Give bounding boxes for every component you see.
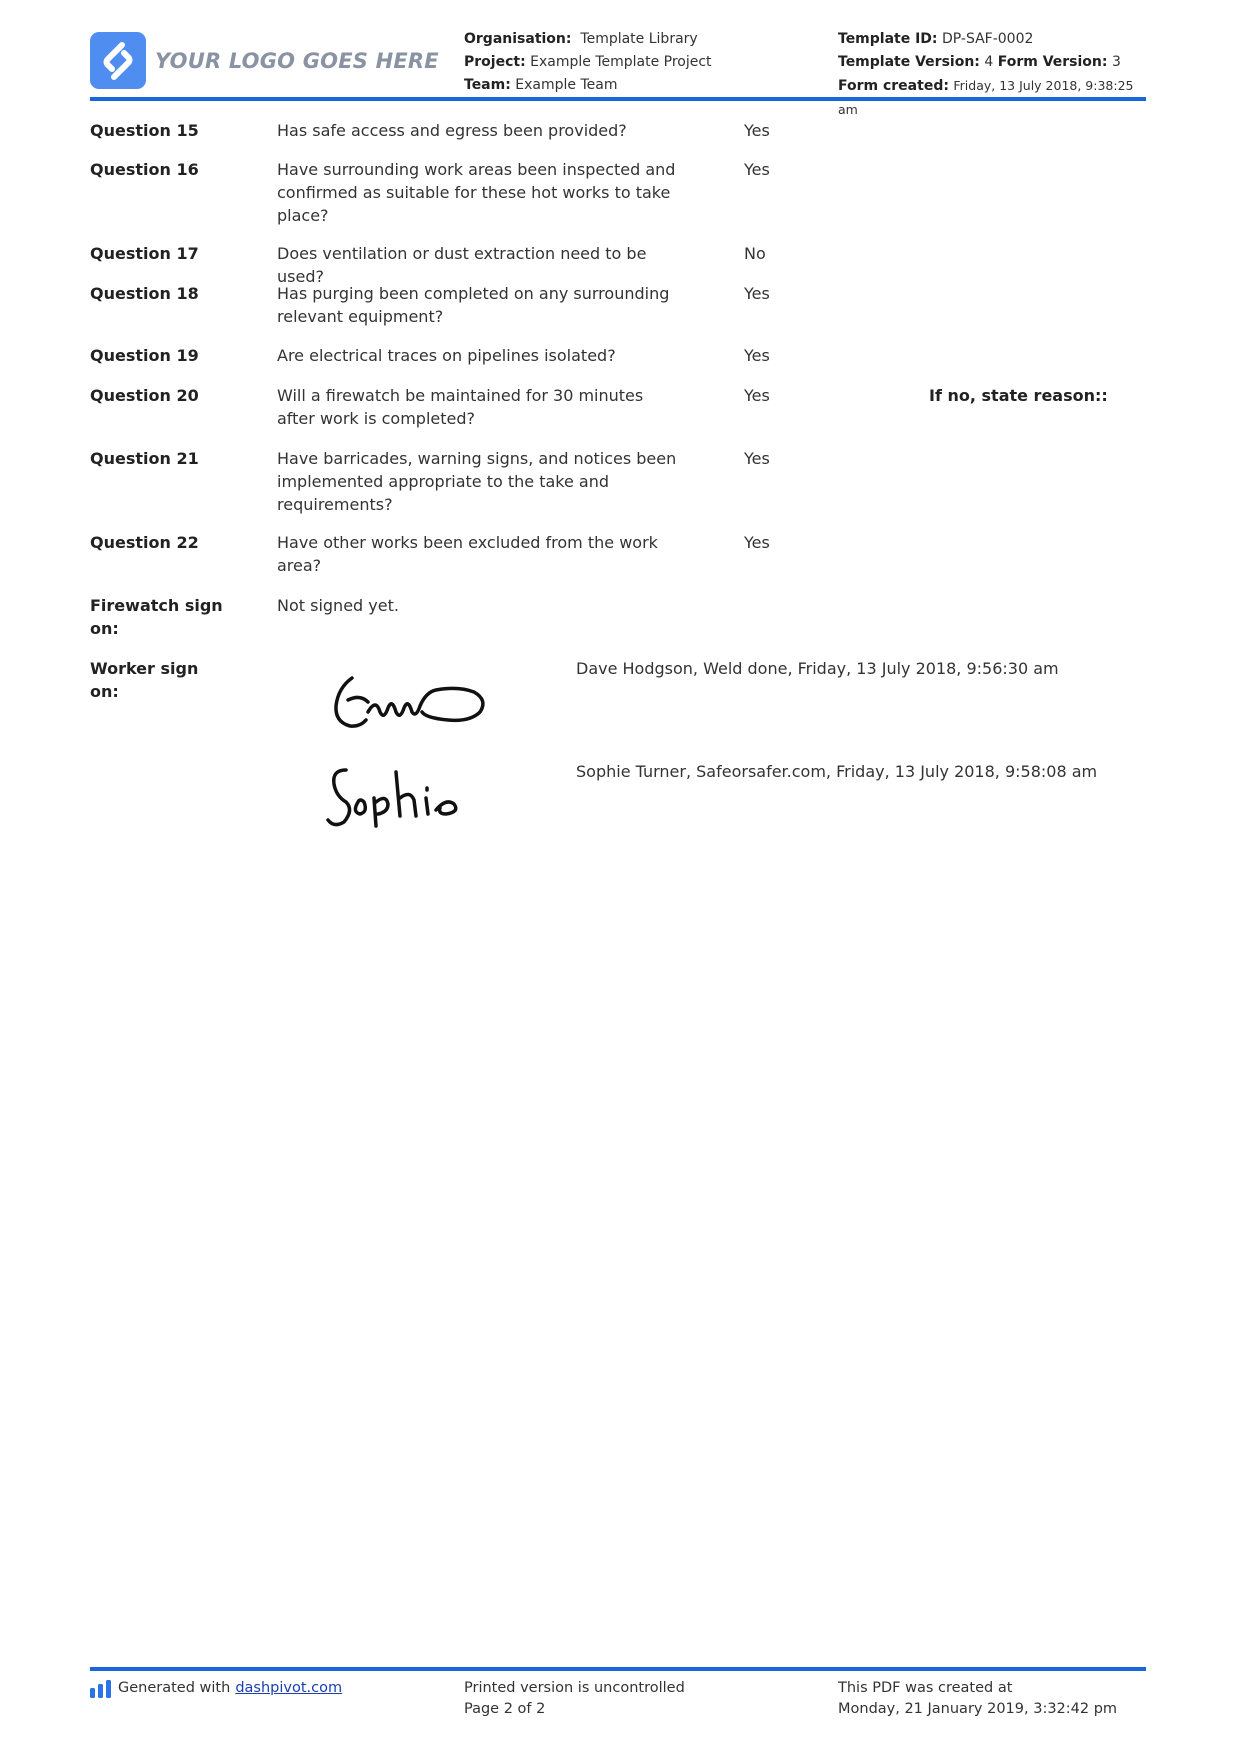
question-answer: No	[744, 244, 766, 263]
page-number: Page 2 of 2	[464, 1701, 546, 1717]
logo-text: YOUR LOGO GOES HERE	[155, 48, 439, 73]
footer-divider	[90, 1667, 1146, 1671]
page-header	[90, 28, 1146, 117]
form-created-label: Form created:	[838, 78, 949, 94]
question-label: Question 20	[90, 386, 199, 405]
question-answer: Yes	[744, 533, 770, 552]
header-project-info	[464, 28, 712, 97]
question-text: Does ventilation or dust extraction need to be used?	[277, 244, 647, 286]
question-text: Has safe access and egress been provided?	[277, 121, 627, 140]
template-version-value: 4	[984, 54, 994, 70]
question-label: Question 16	[90, 160, 199, 179]
question-text: Have other works been excluded from the work area?	[277, 533, 658, 575]
worker-label: Worker sign on:	[90, 659, 199, 701]
question-label: Question 17	[90, 244, 199, 263]
organisation-label: Organisation:	[464, 31, 572, 47]
form-created-value: Friday, 13 July 2018, 9:38:25 am	[838, 78, 1134, 117]
dashpivot-icon	[90, 1680, 112, 1698]
question-answer: Yes	[744, 386, 770, 405]
generated-with	[90, 1678, 342, 1699]
signature-image	[322, 762, 472, 838]
question-answer: Yes	[744, 449, 770, 468]
question-answer: Yes	[744, 346, 770, 365]
generated-prefix: Generated with	[118, 1680, 231, 1696]
reason-label: If no, state reason::	[929, 386, 1108, 405]
question-text: Will a firewatch be maintained for 30 minutes after work is completed?	[277, 386, 644, 428]
question-text: Are electrical traces on pipelines isolated?	[277, 346, 616, 365]
organisation-value: Template Library	[580, 31, 698, 47]
signature-caption: Sophie Turner, Safeorsafer.com, Friday, 13 July 2018, 9:58:08 am	[576, 762, 1098, 781]
signature-image	[330, 668, 490, 740]
question-text: Has purging been completed on any surrounding relevant equipment?	[277, 284, 670, 326]
question-label: Question 21	[90, 449, 199, 468]
question-label: Question 18	[90, 284, 199, 303]
dashpivot-link[interactable]: dashpivot.com	[235, 1680, 343, 1696]
team-label: Team:	[464, 77, 511, 93]
project-value: Example Template Project	[530, 54, 712, 70]
question-answer: Yes	[744, 121, 770, 140]
question-label: Question 19	[90, 346, 199, 365]
question-answer: Yes	[744, 160, 770, 179]
firewatch-label: Firewatch sign on:	[90, 596, 223, 638]
template-id-label: Template ID:	[838, 31, 938, 47]
question-label: Question 15	[90, 121, 199, 140]
question-label: Question 22	[90, 533, 199, 552]
question-text: Have surrounding work areas been inspected and confirmed as suitable for these hot works to take place?	[277, 160, 676, 225]
company-logo	[90, 32, 439, 89]
team-value: Example Team	[515, 77, 618, 93]
question-answer: Yes	[744, 284, 770, 303]
pdf-created-value: Monday, 21 January 2019, 3:32:42 pm	[838, 1701, 1118, 1717]
pdf-created-label: This PDF was created at	[838, 1680, 1013, 1696]
question-text: Have barricades, warning signs, and notices been implemented appropriate to the take and requirements?	[277, 449, 677, 514]
firewatch-value: Not signed yet.	[277, 596, 399, 615]
template-version-label: Template Version:	[838, 54, 980, 70]
form-version-label: Form Version:	[997, 54, 1108, 70]
project-label: Project:	[464, 54, 526, 70]
uncontrolled-note: Printed version is uncontrolled	[464, 1680, 685, 1696]
template-id-value: DP-SAF-0002	[941, 31, 1034, 47]
header-divider	[90, 97, 1146, 101]
form-version-value: 3	[1111, 54, 1121, 70]
footer-created-info	[838, 1678, 1117, 1720]
signature-caption: Dave Hodgson, Weld done, Friday, 13 July 2018, 9:56:30 am	[576, 659, 1059, 678]
header-template-info	[838, 28, 1146, 122]
logo-icon	[90, 32, 146, 89]
footer-print-info	[464, 1678, 685, 1720]
